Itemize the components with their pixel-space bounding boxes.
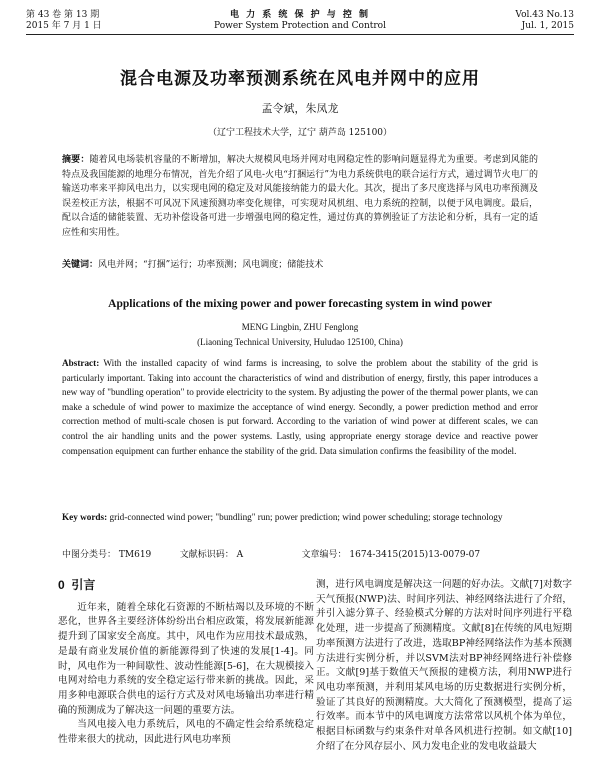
abstract-en-label: Abstract: xyxy=(62,358,100,368)
english-title: Applications of the mixing power and power forecasting system in wind power xyxy=(108,298,492,310)
body-column-right xyxy=(316,578,572,754)
doc-code: A xyxy=(236,550,244,560)
journal-name-cn: 电 力 系 统 保 护 与 控 制 xyxy=(229,10,371,20)
abstract-cn-label: 摘要： xyxy=(62,155,90,165)
paragraph: 测，进行风电调度是解决这一问题的好办法。文献[7]对数字天气预报(NWP)法、时间序列法、神经网络法进行了介绍，并引入滤分算子、经验模式分解的方法对时间序列进行平稳化处理，进一步提高了预测精度。文献[8]在传统的风电短期功率预测方法进行了改进，选取BP神经网络法作为基本预测方法进行实例分析，并以SVM法对BP神经网络进行补偿修正。文献[9]基于数值天气预报的建模方法，利用NWP进行风电功率预测，并利用某风电场的历史数据进行实例分析，验证了其良好的预测精度。大大简化了预测模型，提高了运行效率。而本节中的风电调度方法常常以风机个体为单位，根据目标函数与约束条件对单各风机进行控制。如文献[10]介绍了在分风存层小、风力发电企业的发电收益最大 xyxy=(316,579,572,752)
abstract-cn xyxy=(62,153,538,240)
keywords-cn xyxy=(62,258,538,273)
keywords-cn-text: 风电并网；“打捆”运行；功率预测；风电调度；储能技术 xyxy=(98,260,324,270)
authors: 孟令斌，朱凤龙 xyxy=(261,102,339,115)
paragraph: 近年来，随着全球化石资源的不断枯竭以及环境的不断恶化，世界各主要经济体纷纷出台相应政策，将发展新能源提升到了国家安全高度。其中，风电作为应用技术最成熟，是最有商业发展价值的新能源得到了快速的发展[1-4]。同时，风电作为一种间歇性、波动性能源[5-6]，在大规模接入电网对给电力系统的安全稳定运行带来新的挑战。因此，采用多种电源联合供电的运行方式及对风电场输出功率进行精确的预测成为了解决这一问题的重要方法。 xyxy=(58,601,314,716)
article-number: 1674-3415(2015)13-0079-07 xyxy=(349,550,481,560)
volume-cn: 第 43 卷 第 13 期 xyxy=(26,10,100,20)
body-column-left xyxy=(58,578,314,748)
english-authors: MENG Lingbin, ZHU Fenglong xyxy=(241,322,359,332)
abstract-en xyxy=(62,356,538,458)
keywords-en xyxy=(62,511,538,524)
abstract-cn-text: 随着风电场装机容量的不断增加，解决大规模风电场并网对电网稳定性的影响问题显得尤为重要。考虑到风能的特点及我国能源的地理分布情况，首先介绍了风电-火电“打捆运行”为电力系统供电的联合运行方式，通过调节火电厂的输送功率来平抑风电出力，以实现电网的稳定及对风能接纳能力的最大化。其次，提出了多尺度选择与风电功率预测及误差校正方法，根据不可风况下风速预测功率变化规律，可实现对风机组、电力系统的控制，以便于风电调度。最后，配以合适的储能装置、无功补偿设备可进一步增强电网的稳定性，通过仿真的算例验证了方法论和分析，具有一定的适应性和实用性。 xyxy=(62,155,538,238)
classification-line xyxy=(62,547,538,560)
section-heading xyxy=(58,578,314,593)
section-title: 引言 xyxy=(71,578,96,592)
paragraph: 当风电接入电力系统后，风电的不确定性会给系统稳定性带来很大的扰动，因此进行风电功率预 xyxy=(58,719,314,746)
date-cn: 2015 年 7 月 1 日 xyxy=(26,21,102,31)
paper-title: 混合电源及功率预测系统在风电并网中的应用 xyxy=(120,69,480,89)
header-right xyxy=(515,10,574,32)
affiliation: （辽宁工程技术大学，辽宁 葫芦岛 125100） xyxy=(207,128,393,138)
clc-label: 中图分类号： xyxy=(62,550,117,560)
journal-name-en: Power System Protection and Control xyxy=(214,21,386,31)
running-header xyxy=(26,8,574,35)
keywords-en-label: Key words: xyxy=(62,512,108,522)
volume-en: Vol.43 No.13 xyxy=(515,10,574,20)
article-number-label: 文章编号： xyxy=(301,550,347,560)
keywords-cn-label: 关键词： xyxy=(62,260,99,270)
doc-code-label: 文献标识码： xyxy=(179,550,234,560)
keywords-en-text: grid-connected wind power; "bundling" run; power prediction; wind power scheduling; storage technology xyxy=(109,512,503,522)
abstract-en-text: With the installed capacity of wind farms is increasing, to solve the problem about the stability of the grid is particularly important. Taking into account the characteristics of wind and distribution of energy, firstly, this paper introduces a new way of "bundling operation" to provide electricity to the system. By adjusting the power of the thermal power plants, we can make a schedule of wind power to maximize the acceptance of wind energy. Secondly, a power prediction method and error correction method of multi-scale chosen is put forward. According to the variation of wind power at different scales, we can control the air handling units and the power systems. Lastly, using appropriate energy storage device and reactive power compensation equipment can further enhance the stability of the grid. Data simulation confirms the feasibility of the model. xyxy=(62,358,538,456)
date-en: Jul. 1, 2015 xyxy=(521,21,574,31)
clc-code: TM619 xyxy=(118,550,152,560)
header-center xyxy=(26,10,574,32)
section-number: 0 xyxy=(58,578,65,592)
english-affiliation: (Liaoning Technical University, Huludao 125100, China) xyxy=(197,337,403,347)
